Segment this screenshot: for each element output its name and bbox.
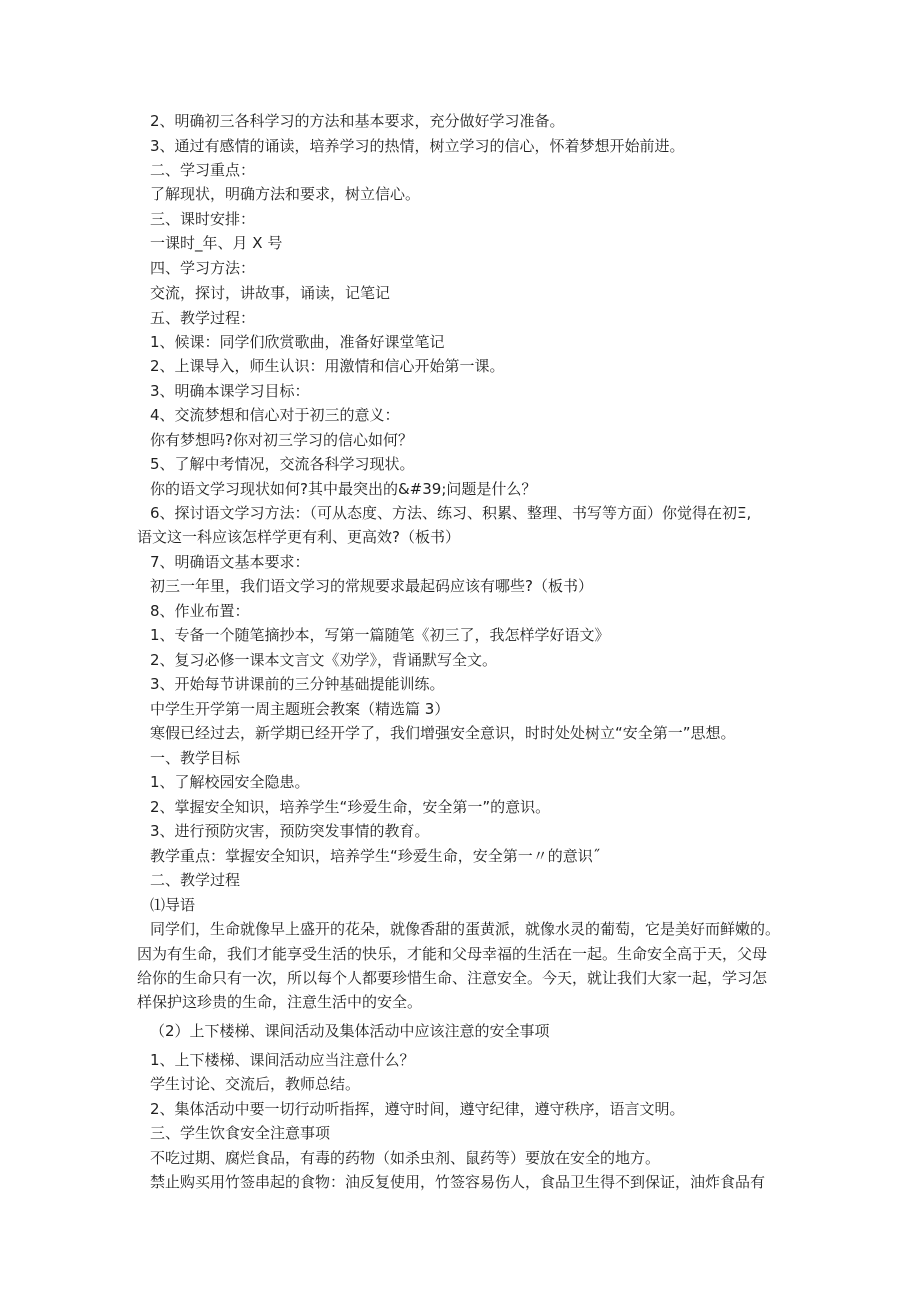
- text-line: 2、复习必修一课本文言文《劝学》，背诵默写全文。: [150, 651, 498, 669]
- text-line: 中学生开学第一周主题班会教案（精选篇 3）: [150, 700, 450, 718]
- text-line: 1、了解校园安全隐患。: [150, 773, 310, 791]
- text-line: 2、明确初三各科学习的方法和基本要求，充分做好学习准备。: [150, 112, 565, 130]
- text-line: 1、专备一个随笔摘抄本，写第一篇随笔《初三了，我怎样学好语文》: [150, 626, 610, 644]
- text-line: 因为有生命，我们才能享受生活的快乐，才能和父母幸福的生活在一起。生命安全高于天，父母: [137, 945, 768, 963]
- text-line: 样保护这珍贵的生命，注意生活中的安全。: [137, 993, 423, 1011]
- text-line: 寒假已经过去，新学期已经开学了，我们增强安全意识，时时处处树立“安全第一”思想。: [150, 724, 736, 742]
- text-line: 3、通过有感情的诵读，培养学习的热情，树立学习的信心，怀着梦想开始前进。: [150, 137, 685, 155]
- text-line: 2、上课导入，师生认识：用激情和信心开始第一课。: [150, 357, 505, 375]
- text-line: 初三一年里，我们语文学习的常规要求最起码应该有哪些?（板书）: [150, 577, 593, 595]
- text-line: 你的语文学习现状如何?其中最突出的&#39;问题是什么？: [150, 480, 537, 498]
- text-line: 3、开始每节讲课前的三分钟基础提能训练。: [150, 675, 445, 693]
- text-line: 二、教学过程: [150, 871, 241, 889]
- text-line: 交流，探讨，讲故事，诵读，记笔记: [150, 284, 391, 302]
- text-line: 8、作业布置：: [150, 602, 250, 620]
- text-line: 1、候课：同学们欣赏歌曲，准备好课堂笔记: [150, 333, 445, 351]
- text-line: 同学们，生命就像早上盛开的花朵，就像香甜的蛋黄派，就像水灵的葡萄，它是美好而鲜嫩的。: [150, 920, 781, 938]
- text-line: 一、教学目标: [150, 749, 241, 767]
- text-line: 给你的生命只有一次，所以每个人都要珍惜生命、注意安全。今天，就让我们大家一起，学习怎: [137, 969, 768, 987]
- text-line: 学生讨论、交流后，教师总结。: [150, 1075, 361, 1093]
- text-line: 四、学习方法：: [150, 259, 256, 277]
- text-line: 3、明确本课学习目标：: [150, 382, 310, 400]
- text-line: 三、课时安排：: [150, 210, 256, 228]
- text-line: 三、学生饮食安全注意事项: [150, 1124, 331, 1142]
- text-line: 教学重点：掌握安全知识，培养学生“珍爱生命，安全第一〃的意识˝: [150, 847, 601, 865]
- text-line: 五、教学过程：: [150, 309, 256, 327]
- text-line: 2、掌握安全知识，培养学生“珍爱生命，安全第一”的意识。: [150, 798, 551, 816]
- text-line: 二、学习重点：: [150, 161, 256, 179]
- text-line: （2）上下楼梯、课间活动及集体活动中应该注意的安全事项: [150, 1022, 550, 1040]
- text-line: 7、明确语文基本要求：: [150, 553, 310, 571]
- text-line: 你有梦想吗?你对初三学习的信心如何？: [150, 431, 413, 449]
- text-line: 6、探讨语文学习方法：（可从态度、方法、练习、积累、整理、书写等方面）你觉得在初Ξ,: [150, 504, 752, 522]
- text-line: 1、上下楼梯、课间活动应当注意什么？: [150, 1051, 415, 1069]
- text-line: 一课时_年、月 X 号: [150, 234, 283, 252]
- text-line: 语文这一科应该怎样学更有利、更高效?（板书）: [137, 528, 460, 546]
- text-line: 3、进行预防灾害，预防突发事情的教育。: [150, 822, 430, 840]
- text-line: ⑴导语: [150, 896, 196, 914]
- text-line: 4、交流梦想和信心对于初三的意义：: [150, 406, 400, 424]
- text-line: 5、了解中考情况，交流各科学习现状。: [150, 455, 415, 473]
- text-line: 禁止购买用竹签串起的食物：油反复使用，竹签容易伤人，食品卫生得不到保证，油炸食品有: [150, 1173, 766, 1191]
- text-line: 2、集体活动中要一切行动听指挥，遵守时间，遵守纪律，遵守秩序，语言文明。: [150, 1100, 685, 1118]
- text-line: 了解现状，明确方法和要求，树立信心。: [150, 185, 421, 203]
- text-line: 不吃过期、腐烂食品，有毒的药物（如杀虫剂、鼠药等）要放在安全的地方。: [150, 1149, 661, 1167]
